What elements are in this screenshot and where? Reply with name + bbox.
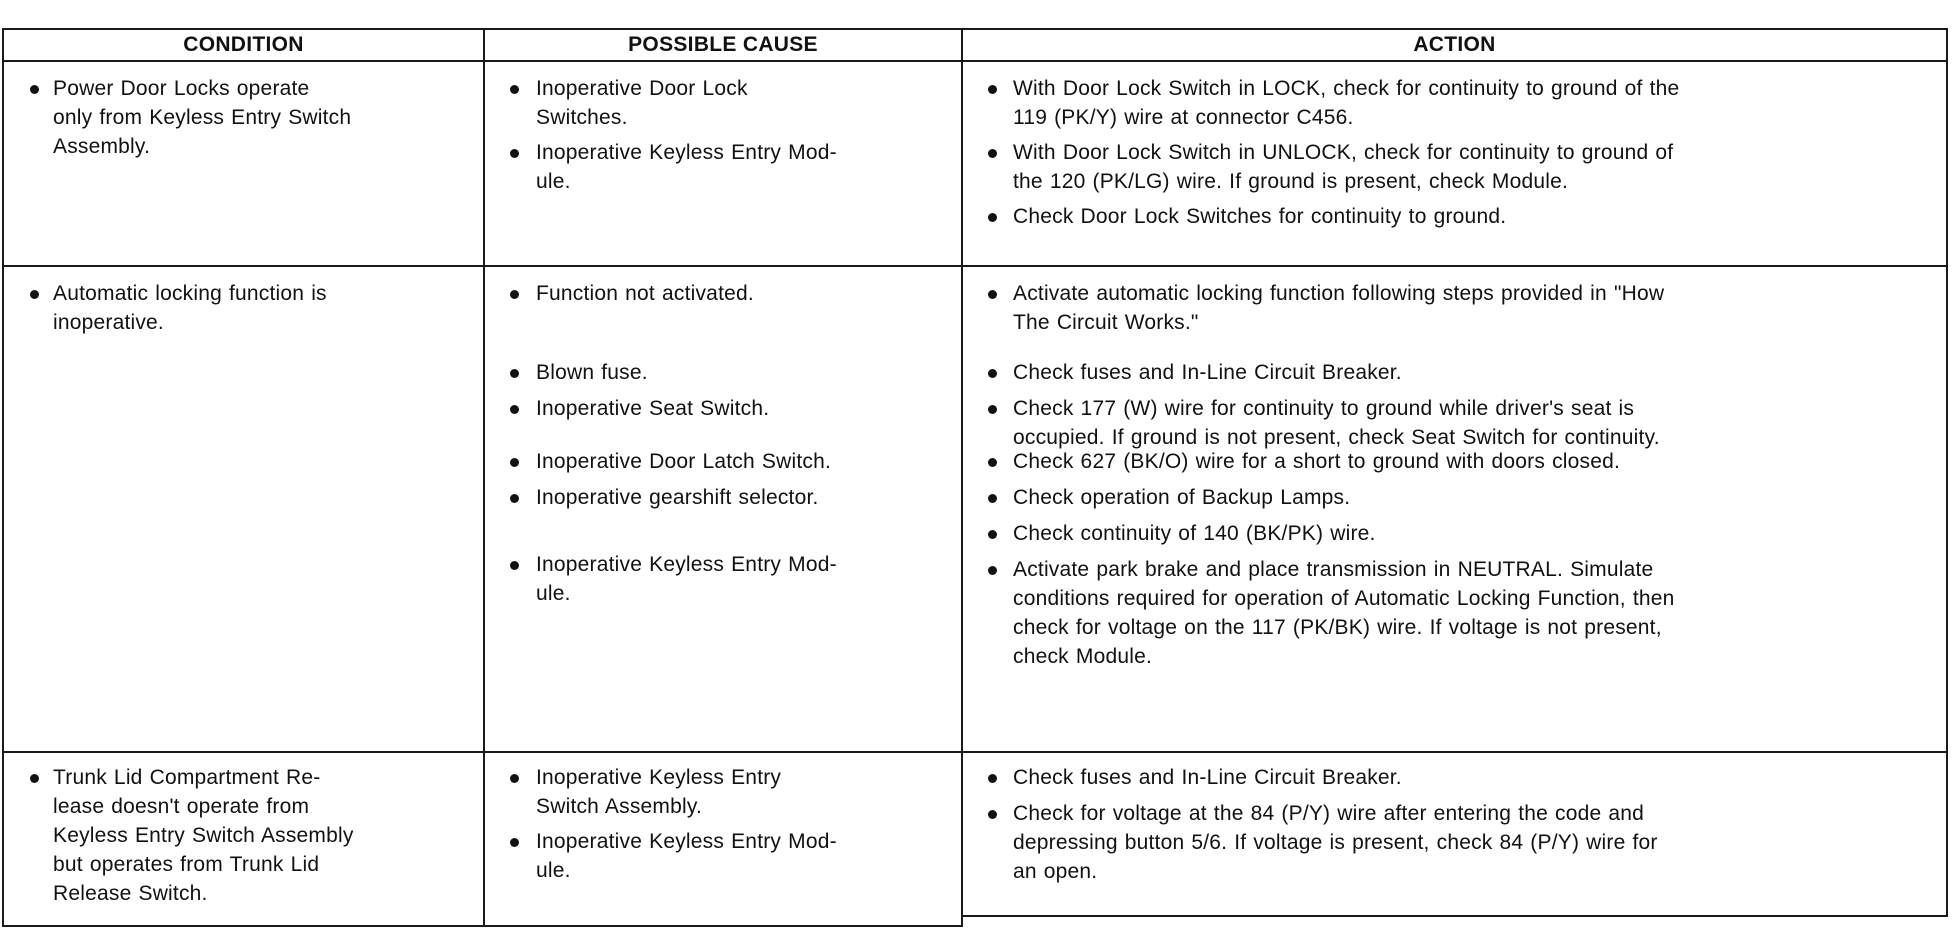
condition-cell — [2, 267, 485, 751]
table-body — [2, 62, 1948, 927]
condition-text: lease doesn't operate from — [53, 795, 310, 818]
cause-text: ule. — [536, 582, 571, 605]
cause-text: Inoperative Keyless Entry — [536, 766, 782, 789]
table-row — [2, 267, 1948, 753]
bullet-icon — [988, 85, 997, 94]
action-text: Check Door Lock Switches for continuity to ground. — [1013, 205, 1507, 228]
cause-text: ule. — [536, 170, 571, 193]
condition-text: inoperative. — [53, 311, 164, 334]
action-text: The Circuit Works." — [1013, 311, 1199, 334]
bullet-icon — [988, 405, 997, 414]
bullet-icon — [988, 458, 997, 467]
header-action: ACTION — [963, 30, 1948, 60]
cause-text: Function not activated. — [536, 282, 754, 305]
condition-text: only from Keyless Entry Switch — [53, 106, 352, 129]
cause-text: Inoperative Keyless Entry Mod- — [536, 830, 837, 853]
bullet-icon — [510, 85, 519, 94]
bullet-icon — [988, 566, 997, 575]
action-text: Check 177 (W) wire for continuity to ground while driver's seat is — [1013, 397, 1635, 420]
bullet-icon — [30, 290, 39, 299]
bullet-icon — [988, 290, 997, 299]
bullet-icon — [510, 149, 519, 158]
action-text: Check 627 (BK/O) wire for a short to ground with doors closed. — [1013, 450, 1621, 473]
table-header-row — [2, 30, 1948, 62]
condition-text: Keyless Entry Switch Assembly — [53, 824, 354, 847]
action-text: Activate park brake and place transmission in NEUTRAL. Simulate — [1013, 558, 1654, 581]
condition-text: Automatic locking function is — [53, 282, 327, 305]
bullet-icon — [988, 530, 997, 539]
bullet-icon — [510, 458, 519, 467]
header-possible-cause: POSSIBLE CAUSE — [485, 30, 963, 60]
action-text: depressing button 5/6. If voltage is present, check 84 (P/Y) wire for — [1013, 831, 1658, 854]
bullet-icon — [988, 494, 997, 503]
action-text: check Module. — [1013, 645, 1153, 668]
condition-text: Trunk Lid Compartment Re- — [53, 766, 321, 789]
condition-text: Power Door Locks operate — [53, 77, 310, 100]
bullet-icon — [510, 838, 519, 847]
action-text: Check continuity of 140 (BK/PK) wire. — [1013, 522, 1376, 545]
cause-text: Inoperative Seat Switch. — [536, 397, 770, 420]
action-text: the 120 (PK/LG) wire. If ground is present, check Module. — [1013, 170, 1568, 193]
action-text: With Door Lock Switch in LOCK, check for continuity to ground of the — [1013, 77, 1680, 100]
condition-text: Release Switch. — [53, 882, 208, 905]
bullet-icon — [510, 405, 519, 414]
action-text: Check fuses and In-Line Circuit Breaker. — [1013, 361, 1402, 384]
bullet-icon — [510, 494, 519, 503]
cause-text: Inoperative Door Latch Switch. — [536, 450, 831, 473]
table-row — [2, 62, 1948, 267]
action-text: an open. — [1013, 860, 1098, 883]
cause-text: Inoperative Keyless Entry Mod- — [536, 141, 837, 164]
action-text: Check fuses and In-Line Circuit Breaker. — [1013, 766, 1402, 789]
bullet-icon — [510, 369, 519, 378]
bullet-icon — [988, 213, 997, 222]
bullet-icon — [30, 774, 39, 783]
cause-text: Switches. — [536, 106, 628, 129]
cause-text: ule. — [536, 859, 571, 882]
cause-text: Switch Assembly. — [536, 795, 703, 818]
action-text: Check for voltage at the 84 (P/Y) wire after entering the code and — [1013, 802, 1645, 825]
action-text: check for voltage on the 117 (PK/BK) wire. If voltage is not present, — [1013, 616, 1662, 639]
troubleshooting-table — [2, 28, 1948, 927]
cause-text: Inoperative gearshift selector. — [536, 486, 819, 509]
cause-text: Inoperative Keyless Entry Mod- — [536, 553, 837, 576]
action-text: Check operation of Backup Lamps. — [1013, 486, 1351, 509]
table-row — [2, 753, 1948, 927]
bullet-icon — [30, 85, 39, 94]
action-text: occupied. If ground is not present, check Seat Switch for continuity. — [1013, 426, 1660, 449]
action-text: 119 (PK/Y) wire at connector C456. — [1013, 106, 1354, 129]
bullet-icon — [988, 149, 997, 158]
bullet-icon — [988, 810, 997, 819]
bullet-icon — [510, 561, 519, 570]
cause-text: Inoperative Door Lock — [536, 77, 748, 100]
condition-text: but operates from Trunk Lid — [53, 853, 320, 876]
bullet-icon — [988, 369, 997, 378]
header-condition: CONDITION — [2, 30, 485, 60]
condition-text: Assembly. — [53, 135, 151, 158]
action-text: With Door Lock Switch in UNLOCK, check for continuity to ground of — [1013, 141, 1674, 164]
bullet-icon — [510, 774, 519, 783]
bullet-icon — [510, 290, 519, 299]
bullet-icon — [988, 774, 997, 783]
action-text: Activate automatic locking function following steps provided in "How — [1013, 282, 1665, 305]
cause-text: Blown fuse. — [536, 361, 648, 384]
action-text: conditions required for operation of Automatic Locking Function, then — [1013, 587, 1675, 610]
